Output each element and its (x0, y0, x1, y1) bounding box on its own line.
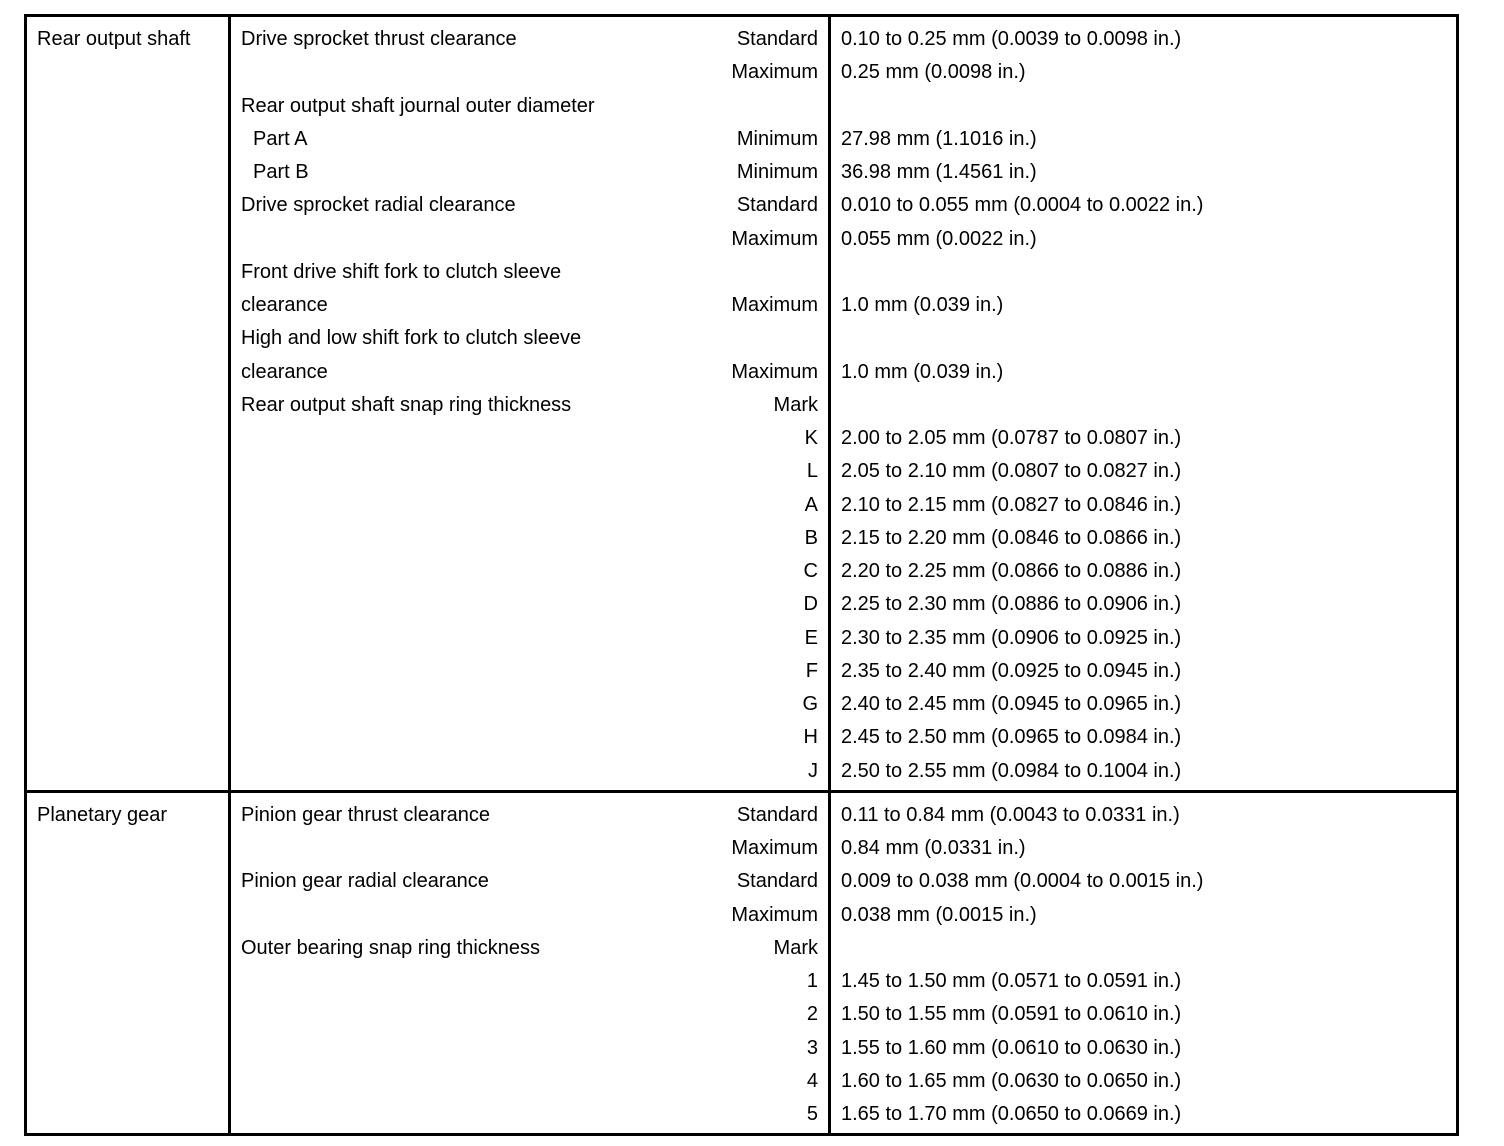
item-value: 2.25 to 2.30 mm (0.0886 to 0.0906 in.) (841, 593, 1182, 616)
item-qualifier: Mark (773, 936, 818, 959)
item-value: 2.20 to 2.25 mm (0.0866 to 0.0886 in.) (841, 560, 1182, 582)
item-qualifier: Maximum (731, 903, 818, 926)
item-name: Pinion gear radial clearance (241, 870, 489, 893)
item-value (841, 389, 1456, 422)
item-qualifier: Maximum (731, 61, 818, 84)
component-name: Planetary gear (37, 803, 168, 826)
item-value: 1.60 to 1.65 mm (0.0630 to 0.0650 in.) (841, 1069, 1182, 1092)
item-qualifier: C (803, 560, 818, 582)
item-name (241, 965, 588, 998)
item-qualifier: Maximum (731, 360, 818, 383)
item-value: 2.45 to 2.50 mm (0.0965 to 0.0984 in.) (841, 726, 1182, 749)
item-value: 0.055 mm (0.0022 in.) (841, 227, 1037, 250)
item-value: 36.98 mm (1.4561 in.) (841, 161, 1037, 183)
value-cell (830, 16, 1458, 792)
item-name (241, 555, 595, 588)
item-qualifier: 5 (806, 1103, 818, 1125)
item-name (241, 755, 595, 788)
item-qualifier: Standard (736, 194, 818, 217)
item-qualifier: Maximum (731, 227, 818, 250)
item-name (241, 721, 595, 754)
item-value (841, 322, 1456, 355)
item-value: 2.35 to 2.40 mm (0.0925 to 0.0945 in.) (841, 659, 1182, 682)
item-value: 0.009 to 0.038 mm (0.0004 to 0.0015 in.) (841, 870, 1204, 893)
item-qualifier: 1 (806, 970, 818, 992)
item-value: 2.00 to 2.05 mm (0.0787 to 0.0807 in.) (841, 427, 1182, 449)
item-qualifier: Standard (736, 870, 818, 893)
item-value: 1.0 mm (0.039 in.) (841, 294, 1004, 316)
value-cell (830, 791, 1458, 1135)
item-qualifier: Minimum (736, 127, 818, 150)
item-qualifier (595, 256, 818, 289)
item-value (841, 256, 1456, 289)
item-value: 1.65 to 1.70 mm (0.0650 to 0.0669 in.) (841, 1103, 1182, 1125)
item-name: Drive sprocket radial clearance (241, 194, 516, 217)
item-value: 2.40 to 2.45 mm (0.0945 to 0.0965 in.) (841, 693, 1182, 715)
item-value: 1.45 to 1.50 mm (0.0571 to 0.0591 in.) (841, 970, 1182, 992)
item-values (831, 17, 1456, 790)
specification-table-body (26, 16, 1458, 1135)
section-row (26, 16, 1458, 792)
item-qualifier: Maximum (731, 294, 818, 316)
item-value: 2.30 to 2.35 mm (0.0906 to 0.0925 in.) (841, 626, 1182, 649)
item-name: Drive sprocket thrust clearance (241, 28, 517, 50)
item-qualifier (595, 90, 818, 123)
item-qualifier: F (805, 659, 818, 682)
item-value: 0.84 mm (0.0331 in.) (841, 837, 1026, 859)
item-name (241, 899, 588, 932)
item-name (241, 655, 595, 688)
item-name (241, 56, 595, 89)
item-name: Rear output shaft snap ring thickness (241, 393, 572, 416)
item-name (241, 688, 595, 721)
item-qualifiers (588, 799, 828, 1132)
item-name: Part B (253, 161, 309, 183)
item-value: 2.10 to 2.15 mm (0.0827 to 0.0846 in.) (841, 493, 1182, 516)
item-qualifier: 2 (806, 1003, 818, 1026)
item-names (231, 23, 595, 788)
item-name (241, 1098, 588, 1131)
item-value: 0.010 to 0.055 mm (0.0004 to 0.0022 in.) (841, 194, 1204, 217)
item-qualifier: D (803, 593, 818, 616)
item-value: 2.05 to 2.10 mm (0.0807 to 0.0827 in.) (841, 460, 1182, 483)
item-cell (230, 791, 830, 1135)
item-qualifier: 4 (806, 1069, 818, 1092)
item-value: 1.55 to 1.60 mm (0.0610 to 0.0630 in.) (841, 1036, 1182, 1059)
item-qualifier: Standard (736, 803, 818, 826)
item-name (241, 489, 595, 522)
item-name (241, 455, 595, 488)
item-value: 0.038 mm (0.0015 in.) (841, 903, 1037, 926)
item-name (241, 223, 595, 256)
item-name (241, 588, 595, 621)
item-qualifier: 3 (806, 1036, 818, 1059)
item-name: Outer bearing snap ring thickness (241, 936, 541, 959)
component-cell (26, 791, 230, 1135)
item-qualifier: Standard (736, 28, 818, 50)
item-name (241, 422, 595, 455)
item-qualifier: J (808, 759, 818, 782)
item-name (241, 832, 588, 865)
item-name: clearance (241, 360, 328, 383)
item-qualifier: E (804, 626, 818, 649)
item-name (241, 998, 588, 1031)
item-qualifier (595, 322, 818, 355)
item-qualifier: B (804, 526, 818, 549)
item-name: Rear output shaft journal outer diameter (241, 94, 595, 117)
item-name (241, 1032, 588, 1065)
item-value: 2.15 to 2.20 mm (0.0846 to 0.0866 in.) (841, 526, 1182, 549)
item-values (831, 793, 1456, 1134)
item-qualifier: Minimum (736, 161, 818, 183)
section-row (26, 791, 1458, 1135)
item-name: Part A (253, 127, 308, 150)
item-value: 1.0 mm (0.039 in.) (841, 360, 1004, 383)
component-cell (26, 16, 230, 792)
item-name (241, 1065, 588, 1098)
item-qualifier: G (802, 693, 818, 715)
item-name: Front drive shift fork to clutch sleeve (241, 260, 562, 283)
item-qualifier: L (806, 460, 818, 483)
item-value: 1.50 to 1.55 mm (0.0591 to 0.0610 in.) (841, 1003, 1182, 1026)
item-value: 0.10 to 0.25 mm (0.0039 to 0.0098 in.) (841, 28, 1182, 50)
item-value: 0.11 to 0.84 mm (0.0043 to 0.0331 in.) (841, 803, 1180, 826)
item-qualifier: H (803, 726, 818, 749)
specification-table (24, 14, 1459, 1136)
item-qualifier: A (804, 493, 818, 516)
item-name (241, 622, 595, 655)
item-value: 2.50 to 2.55 mm (0.0984 to 0.1004 in.) (841, 759, 1182, 782)
item-qualifier: Maximum (731, 837, 818, 859)
item-name: High and low shift fork to clutch sleeve (241, 327, 582, 350)
item-value (841, 90, 1456, 123)
item-cell (230, 16, 830, 792)
item-value: 0.25 mm (0.0098 in.) (841, 61, 1026, 84)
item-value (841, 932, 1456, 965)
item-value: 27.98 mm (1.1016 in.) (841, 127, 1037, 150)
item-name: Pinion gear thrust clearance (241, 803, 491, 826)
item-qualifier: K (804, 427, 818, 449)
item-names (231, 799, 588, 1132)
component-name: Rear output shaft (37, 28, 191, 50)
item-name (241, 522, 595, 555)
item-name: clearance (241, 294, 328, 316)
item-qualifiers (595, 23, 828, 788)
item-qualifier: Mark (773, 393, 818, 416)
